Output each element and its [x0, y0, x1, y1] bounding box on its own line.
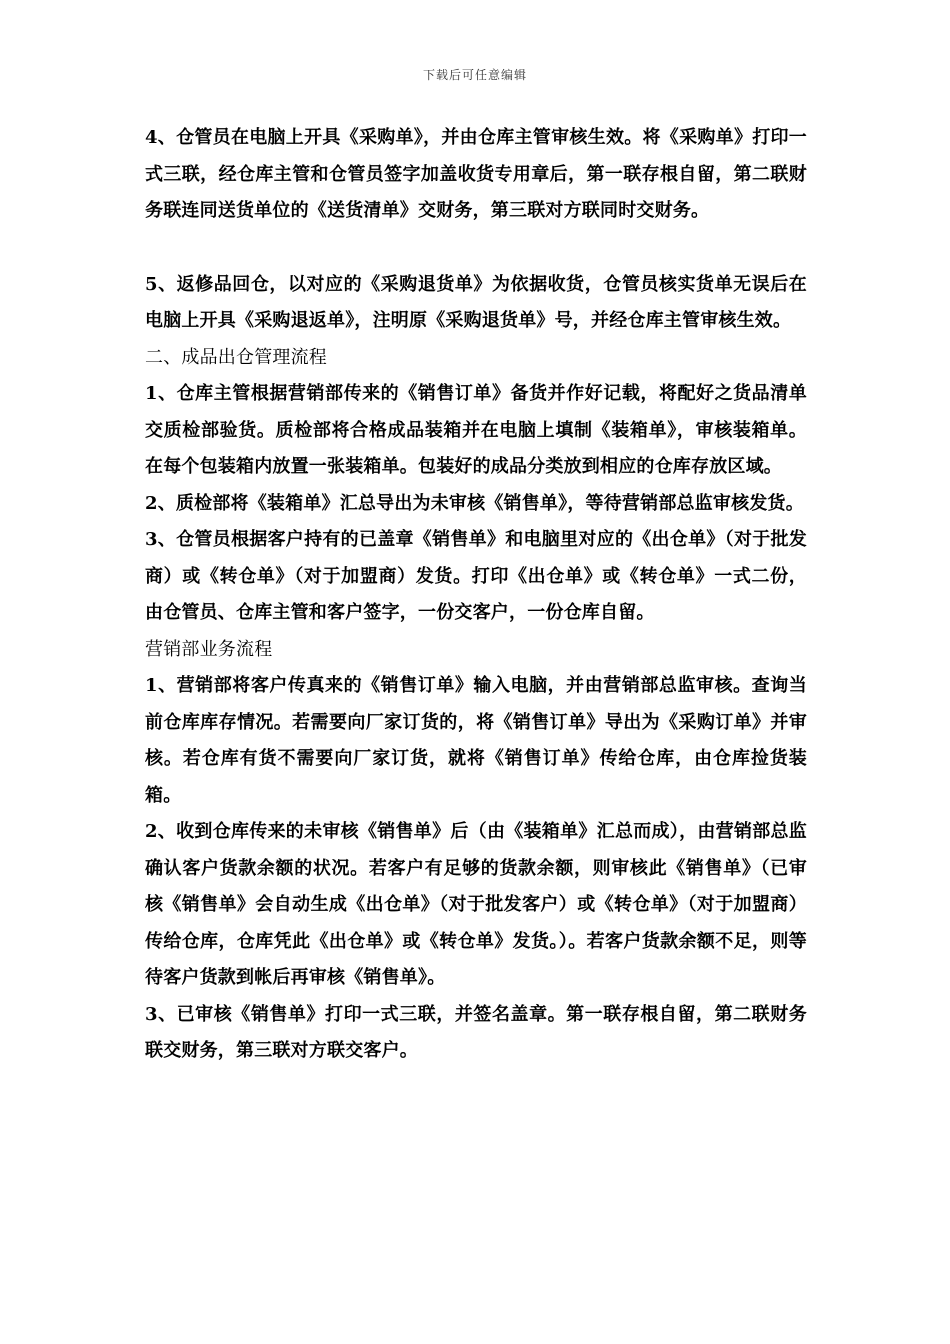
paragraph-sales-order-entry: 1、营销部将客户传真来的《销售订单》输入电脑，并由营销部总监审核。查询当前仓库库存情况。若需要向厂家订货的，将《销售订单》导出为《采购订单》并审核。若仓库有货不需要向厂家订货，就将《销售订单》传给仓库，由仓库捡货装箱。: [145, 675, 807, 806]
section-heading-marketing-workflow: 营销部业务流程: [145, 638, 273, 660]
blank-line: [145, 230, 807, 267]
paragraph-purchase-order: 4、仓管员在电脑上开具《采购单》，并由仓库主管审核生效。将《采购单》打印一式三联，经仓库主管和仓管员签字加盖收货专用章后，第一联存根自留，第二联财务联连同送货单位的《送货清单》交财务，第三联对方联同时交财务。: [145, 127, 807, 221]
paragraph-repair-return: 5、返修品回仓，以对应的《采购退货单》为依据收货，仓管员核实货单无误后在电脑上开具《采购退返单》，注明原《采购退货单》号，并经仓库主管审核生效。: [145, 273, 807, 331]
document-body: [145, 120, 807, 1070]
paragraph-packing-summary: 2、质检部将《装箱单》汇总导出为未审核《销售单》，等待营销部总监审核发货。: [145, 492, 804, 514]
paragraph-sales-print: 3、已审核《销售单》打印一式三联，并签名盖章。第一联存根自留，第二联财务联交财务，第三联对方联交客户。: [145, 1003, 807, 1061]
page-header-note: 下载后可任意编辑: [422, 68, 527, 82]
section-heading-finished-goods-outbound: 二、成品出仓管理流程: [145, 346, 327, 368]
paragraph-sales-approval: 2、收到仓库传来的未审核《销售单》后（由《装箱单》汇总而成），由营销部总监确认客户货款余额的状况。若客户有足够的货款余额，则审核此《销售单》（已审核《销售单》会自动生成《出仓单》（对于批发客户）或《转仓单》（对于加盟商）传给仓库，仓库凭此《出仓单》或《转仓单》发货。）。若客户货款余额不足，则等待客户货款到帐后再审核《销售单》。: [145, 821, 807, 988]
paragraph-stock-preparation: 1、仓库主管根据营销部传来的《销售订单》备货并作好记载，将配好之货品清单交质检部验货。质检部将合格成品装箱并在电脑上填制《装箱单》，审核装箱单。在每个包装箱内放置一张装箱单。包装好的成品分类放到相应的仓库存放区域。: [145, 383, 807, 477]
paragraph-shipping: 3、仓管员根据客户持有的已盖章《销售单》和电脑里对应的《出仓单》（对于批发商）或《转仓单》（对于加盟商）发货。打印《出仓单》或《转仓单》一式二份，由仓管员、仓库主管和客户签字，一份交客户，一份仓库自留。: [145, 529, 807, 623]
